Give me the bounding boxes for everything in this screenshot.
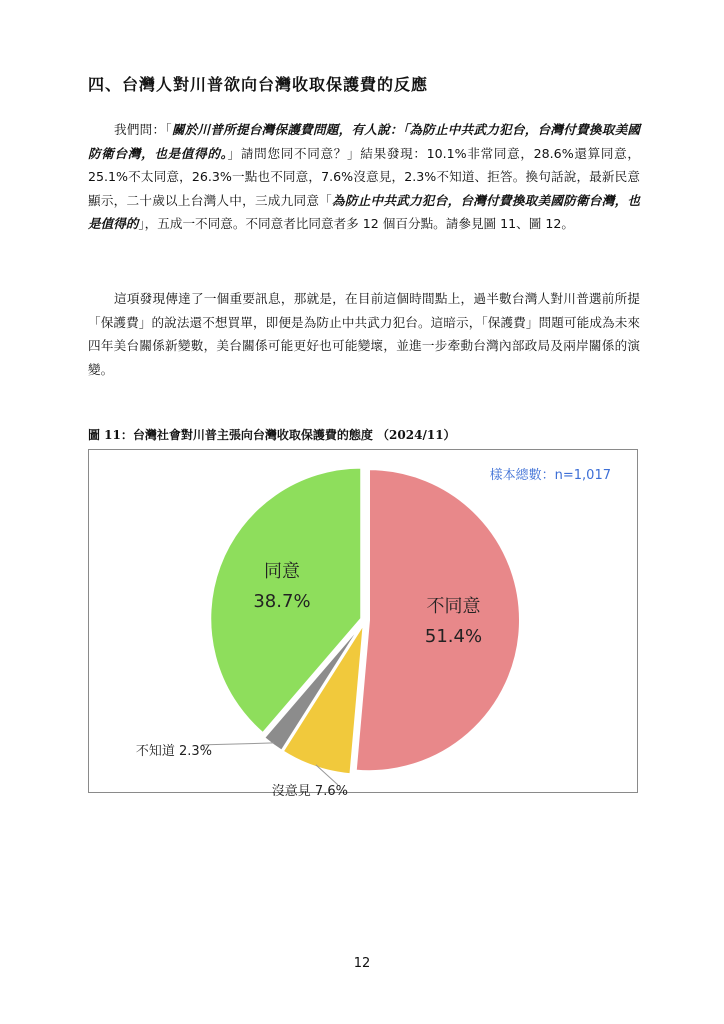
- slice-label-1: 不同意: [426, 595, 481, 617]
- slice-outside-label-2: 沒意見 7.6%: [271, 783, 348, 799]
- pie-chart-frame: [88, 449, 638, 799]
- sample-size-note: 樣本總數：n=1,017: [489, 468, 611, 483]
- slice-label-4: 同意: [263, 561, 300, 583]
- paragraph-implication: 這項發現傳達了一個重要訊息，那就是，在目前這個時間點上，過半數台灣人對川普選前所提「保護費」的說法還不想買單，即便是為防止中共武力犯台。這暗示，「保護費」問題可能成為未來四年美台關係新變數，美台關係可能更好也可能變壞，並進一步牽動台灣內部政局及兩岸關係的演變。: [88, 291, 640, 377]
- page-number: 12: [353, 956, 371, 971]
- slice-outside-label-3: 不知道 2.3%: [135, 743, 212, 759]
- figure-caption: 圖 11：台灣社會對川普主張向台灣收取保護費的態度 （2024/11）: [88, 428, 456, 442]
- para1-text-3: 」，五成一不同意。不同意者比同意者多 12 個百分點。請參見圖 11、圖 12。: [138, 216, 574, 231]
- leader-line-3: [202, 743, 274, 745]
- pie-slice-1: [356, 469, 520, 771]
- slice-value-label-1: 51.4%: [424, 625, 483, 647]
- para1-text-2: 」請問您同不同意？」結果發現：10.1%非常同意，28.6%還算同意，25.1%不太同意，26.3%一點也不同意，7.6%沒意見，2.3%不知道、拒答。換句話說，最新民意顯示，二十歲以上台灣人中，三成九同意「: [88, 145, 641, 208]
- slice-value-label-4: 38.7%: [253, 591, 311, 613]
- section-heading: 四、台灣人對川普欲向台灣收取保護費的反應: [88, 75, 429, 94]
- para1-statement-emphasis: 為防止中共武力犯台，台灣付費換取美國防衛台灣，也是值得的: [88, 192, 641, 231]
- para1-text-1: 我們問：「: [114, 122, 172, 137]
- pie-chart: [89, 450, 636, 799]
- paragraph-survey-results: [88, 118, 640, 236]
- para1-question-emphasis: 關於川普所提台灣保護費問題，有人說：「為防止中共武力犯台，台灣付費換取美國防衛台灣，也是值得的。: [88, 122, 641, 161]
